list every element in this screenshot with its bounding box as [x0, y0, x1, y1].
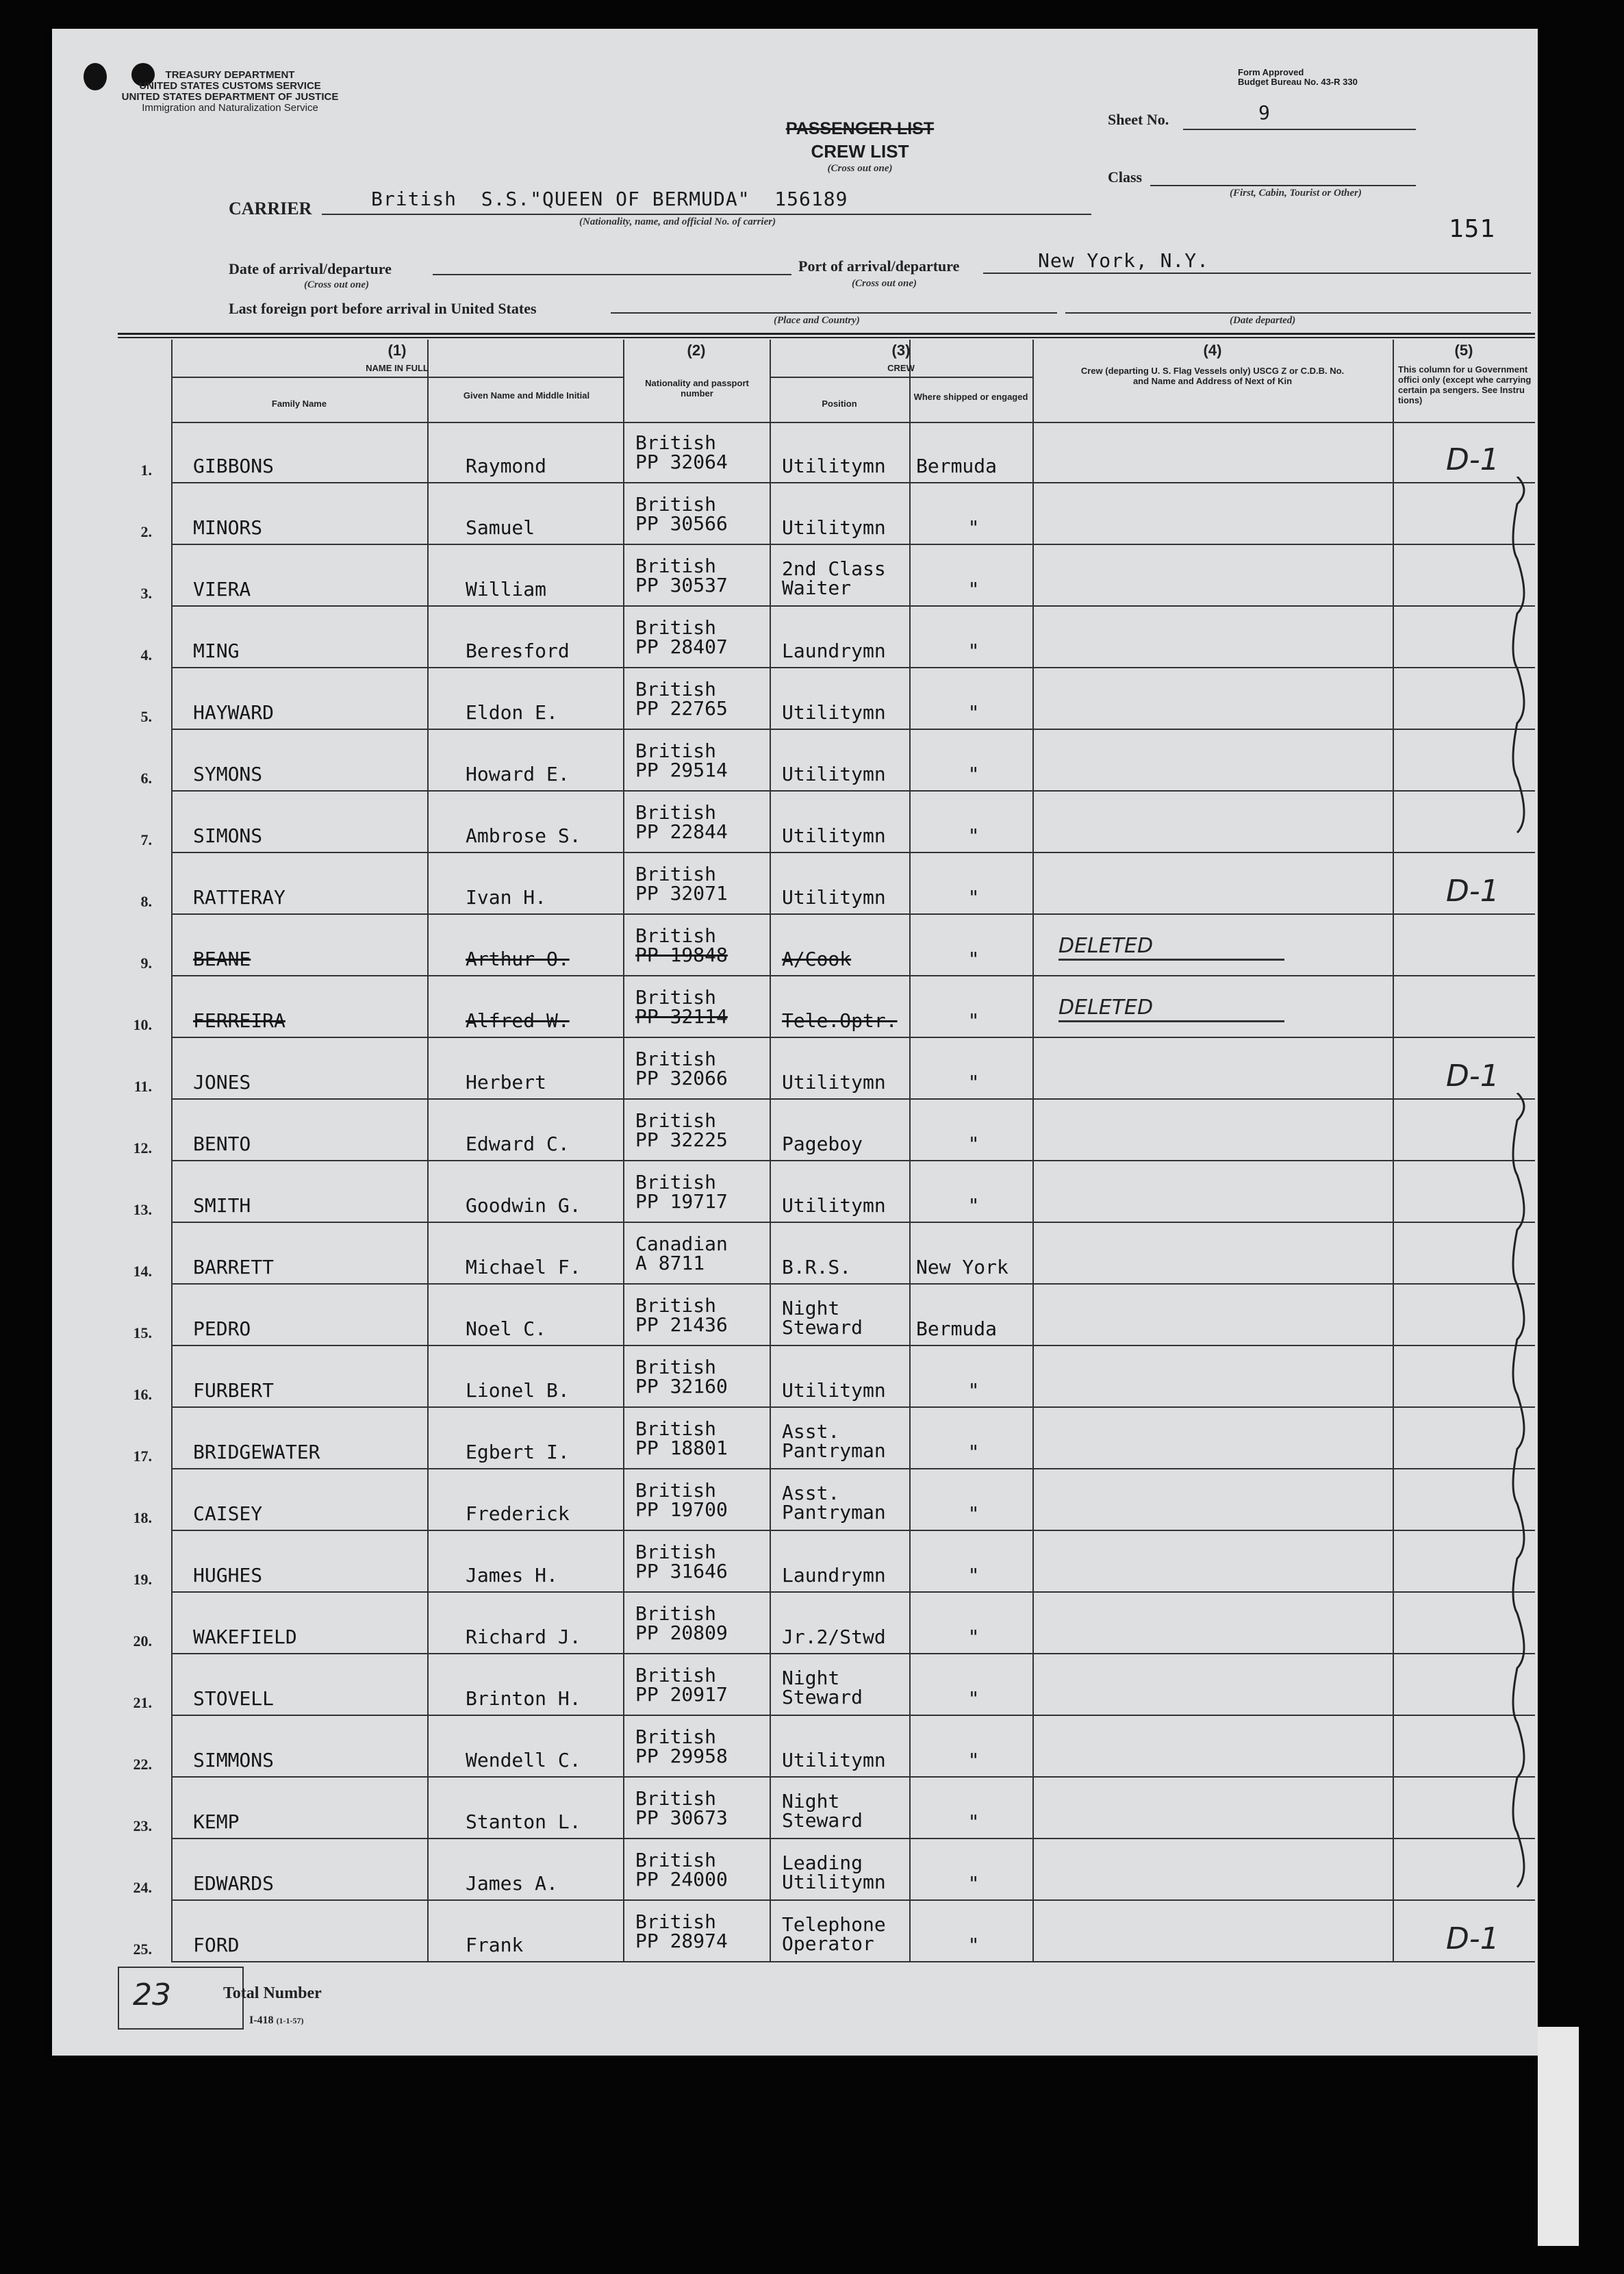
row-number: 4.	[140, 646, 152, 664]
family-name: SMITH	[193, 1194, 251, 1217]
row-number: 11.	[134, 1078, 152, 1095]
passport-number: PP 32064	[635, 451, 728, 473]
nationality: British	[635, 1171, 717, 1193]
nationality: British	[635, 740, 717, 762]
shipped-engaged: "	[967, 1441, 980, 1463]
passport-number: PP 18801	[635, 1437, 728, 1459]
position: Telephone	[782, 1913, 886, 1936]
given-name: James H.	[466, 1564, 558, 1587]
official-mark: D-1	[1446, 1059, 1499, 1094]
nationality: British	[635, 1602, 717, 1625]
shipped-engaged: "	[967, 1934, 980, 1956]
row-number: 16.	[133, 1386, 152, 1403]
given-name: Raymond	[466, 455, 547, 477]
family-name: GIBBONS	[193, 455, 275, 477]
given-name: Wendell C.	[466, 1749, 581, 1771]
position: Asst.	[782, 1420, 840, 1443]
given-name-header: Given Name and Middle Initial	[463, 390, 590, 401]
official-mark: D-1	[1446, 874, 1499, 909]
passport-number: PP 19848	[635, 944, 728, 966]
carrier-value: British S.S."QUEEN OF BERMUDA" 156189	[371, 188, 848, 210]
given-name: James A.	[466, 1872, 558, 1895]
position: Utilitymn	[782, 1379, 886, 1402]
agency-line: TREASURY DEPARTMENT	[165, 69, 295, 81]
form-number	[249, 2014, 304, 2027]
shipped-engaged: "	[967, 1749, 980, 1771]
official-mark: D-1	[1446, 1921, 1499, 1956]
nationality: British	[635, 1849, 717, 1871]
shipped-engaged: "	[967, 824, 980, 847]
nationality: Canadian	[635, 1233, 728, 1255]
port-value: New York, N.Y.	[1038, 249, 1210, 272]
given-name: Samuel	[466, 516, 535, 539]
given-name: Goodwin G.	[466, 1194, 581, 1217]
passport-number: PP 19717	[635, 1190, 728, 1213]
row-number: 7.	[140, 831, 152, 848]
family-name: KEMP	[193, 1810, 240, 1833]
given-name: Brinton H.	[466, 1687, 581, 1710]
col4-number: (4)	[1203, 342, 1222, 359]
col4-subtitle: Crew (departing U. S. Flag Vessels only) USCG Z or C.D.B. No. and Name and Address of Next of Kin	[1080, 366, 1345, 386]
position: B.R.S.	[782, 1256, 852, 1278]
shipped-engaged: "	[967, 516, 980, 539]
row-number: 3.	[140, 585, 152, 602]
given-name: Michael F.	[466, 1256, 581, 1278]
nationality: British	[635, 1048, 717, 1070]
col1-number: (1)	[388, 342, 407, 359]
shipped-engaged: "	[967, 886, 980, 909]
row-number: 24.	[133, 1879, 152, 1896]
passport-number: PP 30673	[635, 1806, 728, 1829]
family-name: CAISEY	[193, 1502, 263, 1525]
row-number: 2.	[140, 523, 152, 540]
nationality: British	[635, 1910, 717, 1933]
nationality: British	[635, 801, 717, 824]
passport-number: PP 32160	[635, 1375, 728, 1398]
position: Laundrymn	[782, 1564, 886, 1587]
given-name: Beresford	[466, 640, 570, 662]
nationality: British	[635, 493, 717, 516]
position: Utilitymn	[782, 1194, 886, 1217]
given-name: Stanton L.	[466, 1810, 581, 1833]
position-line2: Waiter	[782, 577, 852, 599]
agency-line: UNITED STATES CUSTOMS SERVICE	[139, 80, 321, 92]
row-number: 5.	[140, 708, 152, 725]
nationality: British	[635, 1356, 717, 1378]
position: Utilitymn	[782, 701, 886, 724]
official-mark: D-1	[1446, 442, 1499, 477]
family-name: JONES	[193, 1071, 251, 1094]
row-number: 19.	[133, 1571, 152, 1588]
given-name: Egbert I.	[466, 1441, 570, 1463]
nationality: British	[635, 1541, 717, 1563]
shipped-engaged: "	[967, 1564, 980, 1587]
family-name: FURBERT	[193, 1379, 275, 1402]
position: Utilitymn	[782, 455, 886, 477]
position: 2nd Class	[782, 557, 886, 580]
shipped-engaged: "	[967, 1071, 980, 1094]
bracket-line	[1504, 477, 1545, 881]
shipped-engaged: Bermuda	[916, 1317, 998, 1340]
position-line2: Utilitymn	[782, 1871, 886, 1893]
position: Laundrymn	[782, 640, 886, 662]
position: Utilitymn	[782, 763, 886, 785]
budget-bureau: Budget Bureau No. 43-R 330	[1238, 77, 1358, 87]
position: Utilitymn	[782, 1749, 886, 1771]
family-name: HAYWARD	[193, 701, 275, 724]
passport-number: PP 32071	[635, 882, 728, 905]
position-line2: Steward	[782, 1316, 863, 1339]
family-name: FERREIRA	[193, 1009, 286, 1032]
family-name: SIMMONS	[193, 1749, 275, 1771]
paper-edge	[1538, 2027, 1579, 2246]
shipped-engaged: "	[967, 1194, 980, 1217]
shipped-engaged: Bermuda	[916, 455, 998, 477]
col1-subtitle: NAME IN FULL	[366, 363, 429, 373]
family-name: RATTERAY	[193, 886, 286, 909]
given-name: Ambrose S.	[466, 824, 581, 847]
shipped-engaged: "	[967, 1379, 980, 1402]
nationality: British	[635, 1726, 717, 1748]
family-name: FORD	[193, 1934, 240, 1956]
agency-line: Immigration and Naturalization Service	[142, 102, 318, 114]
shipped-engaged: New York	[916, 1256, 1008, 1278]
shipped-engaged: "	[967, 578, 980, 601]
position-line2: Pantryman	[782, 1501, 886, 1524]
family-name: PEDRO	[193, 1317, 251, 1340]
date-departed-hint: (Date departed)	[1230, 315, 1296, 326]
family-name: EDWARDS	[193, 1872, 275, 1895]
shipped-engaged: "	[967, 1626, 980, 1648]
position: Jr.2/Stwd	[782, 1626, 886, 1648]
agency-line: UNITED STATES DEPARTMENT OF JUSTICE	[121, 91, 339, 103]
given-name: Howard E.	[466, 763, 570, 785]
shipped-engaged: "	[967, 640, 980, 662]
position: Utilitymn	[782, 516, 886, 539]
position: Leading	[782, 1852, 863, 1874]
position-line2: Steward	[782, 1809, 863, 1832]
given-name: Richard J.	[466, 1626, 581, 1648]
family-name: MINORS	[193, 516, 263, 539]
nationality: British	[635, 924, 717, 947]
carrier-hint: (Nationality, name, and official No. of carrier)	[579, 216, 776, 227]
given-name: Alfred W.	[466, 1009, 570, 1032]
row-number: 9.	[140, 955, 152, 972]
title-hint: (Cross out one)	[827, 163, 893, 174]
sheet-label: Sheet No.	[1108, 111, 1169, 128]
class-hint: (First, Cabin, Tourist or Other)	[1230, 188, 1362, 199]
col3-number: (3)	[891, 342, 911, 359]
shipped-engaged: "	[967, 1502, 980, 1525]
row-number: 14.	[133, 1263, 152, 1280]
form-date: (1-1-57)	[276, 2016, 304, 2025]
row-number: 15.	[133, 1324, 152, 1341]
passport-number: PP 29514	[635, 759, 728, 781]
nationality: British	[635, 1294, 717, 1317]
position: Night	[782, 1297, 840, 1319]
class-label: Class	[1108, 168, 1143, 186]
row-number: 21.	[133, 1694, 152, 1711]
total-handwritten: 23	[133, 1978, 171, 2012]
nationality: British	[635, 986, 717, 1009]
title-crossed: PASSENGER LIST	[785, 119, 935, 138]
position-line2: Steward	[782, 1686, 863, 1708]
position: Utilitymn	[782, 1071, 886, 1094]
col2-subtitle: Nationality and passport number	[645, 378, 749, 399]
nationality: British	[635, 678, 717, 700]
nationality: British	[635, 1787, 717, 1810]
row-number: 12.	[133, 1139, 152, 1157]
passport-number: PP 29958	[635, 1745, 728, 1767]
passport-number: PP 28407	[635, 635, 728, 658]
row-number: 23.	[133, 1817, 152, 1834]
family-name: BENTO	[193, 1133, 251, 1155]
col3-subtitle: CREW	[887, 363, 915, 373]
given-name: Arthur O.	[466, 948, 570, 970]
passport-number: PP 20809	[635, 1621, 728, 1644]
passport-number: PP 20917	[635, 1683, 728, 1706]
position: Utilitymn	[782, 886, 886, 909]
position-line2: Operator	[782, 1932, 874, 1955]
shipped-engaged: "	[967, 948, 980, 970]
row-number: 17.	[133, 1448, 152, 1465]
position: Asst.	[782, 1482, 840, 1504]
shipped-engaged: "	[967, 701, 980, 724]
given-name: Frederick	[466, 1502, 570, 1525]
given-name: Lionel B.	[466, 1379, 570, 1402]
row-number: 10.	[133, 1016, 152, 1033]
form-no: I-418	[249, 2014, 274, 2026]
shipped-header: Where shipped or engaged	[913, 392, 1028, 402]
row-number: 22.	[133, 1756, 152, 1773]
bracket-line	[1504, 1093, 1545, 1942]
family-name: BRIDGEWATER	[193, 1441, 320, 1463]
row-number: 25.	[133, 1941, 152, 1958]
place-hint: (Place and Country)	[774, 315, 860, 326]
row-number: 8.	[140, 893, 152, 910]
given-name: Frank	[466, 1934, 524, 1956]
shipped-engaged: "	[967, 1009, 980, 1032]
nationality: British	[635, 1109, 717, 1132]
family-name: WAKEFIELD	[193, 1626, 297, 1648]
row-number: 20.	[133, 1632, 152, 1650]
last-port-label: Last foreign port before arrival in United States	[229, 300, 537, 317]
deleted-note: DELETED	[1058, 934, 1154, 958]
shipped-engaged: "	[967, 1687, 980, 1710]
col5-number: (5)	[1454, 342, 1473, 359]
position-line2: Pantryman	[782, 1439, 886, 1462]
row-number: 6.	[140, 770, 152, 787]
carrier-label: CARRIER	[229, 199, 312, 218]
passport-number: PP 32114	[635, 1005, 728, 1028]
shipped-engaged: "	[967, 1133, 980, 1155]
position: Night	[782, 1667, 840, 1689]
family-name: SIMONS	[193, 824, 263, 847]
passport-number: PP 32066	[635, 1067, 728, 1089]
passport-number: PP 24000	[635, 1868, 728, 1891]
nationality: British	[635, 1664, 717, 1686]
passport-number: PP 31646	[635, 1560, 728, 1582]
shipped-engaged: "	[967, 1872, 980, 1895]
given-name: William	[466, 578, 547, 601]
family-name: VIERA	[193, 578, 251, 601]
form-approved: Form Approved	[1238, 67, 1304, 77]
shipped-engaged: "	[967, 763, 980, 785]
position: A/Cook	[782, 948, 852, 970]
family-name-header: Family Name	[271, 399, 327, 409]
nationality: British	[635, 431, 717, 454]
family-name: SYMONS	[193, 763, 263, 785]
nationality: British	[635, 616, 717, 639]
family-name: STOVELL	[193, 1687, 275, 1710]
passport-number: A 8711	[635, 1252, 705, 1274]
given-name: Noel C.	[466, 1317, 547, 1340]
row-number: 1.	[140, 462, 152, 479]
date-hint: (Cross out one)	[304, 279, 370, 290]
given-name: Herbert	[466, 1071, 547, 1094]
sheet-number: 9	[1258, 101, 1271, 124]
passport-number: PP 22765	[635, 697, 728, 720]
family-name: BARRETT	[193, 1256, 275, 1278]
port-label: Port of arrival/departure	[798, 257, 960, 275]
position: Utilitymn	[782, 824, 886, 847]
nationality: British	[635, 1417, 717, 1440]
passport-number: PP 30566	[635, 512, 728, 535]
col2-number: (2)	[687, 342, 706, 359]
passport-number: PP 28974	[635, 1930, 728, 1952]
passport-number: PP 22844	[635, 820, 728, 843]
passport-number: PP 19700	[635, 1498, 728, 1521]
nationality: British	[635, 555, 717, 577]
deleted-note: DELETED	[1058, 996, 1154, 1020]
crew-list-document	[52, 29, 1538, 2056]
port-hint: (Cross out one)	[852, 278, 917, 289]
family-name: BEANE	[193, 948, 251, 970]
position-header: Position	[822, 399, 857, 409]
nationality: British	[635, 863, 717, 885]
page-number: 151	[1449, 215, 1496, 243]
family-name: MING	[193, 640, 240, 662]
row-number: 13.	[133, 1201, 152, 1218]
position: Night	[782, 1790, 840, 1812]
page-title: CREW LIST	[811, 141, 909, 162]
passport-number: PP 21436	[635, 1313, 728, 1336]
col5-subtitle: This column for u Government offici only (except whe carrying certain pa sengers. See Instru tions)	[1398, 364, 1532, 405]
passport-number: PP 30537	[635, 574, 728, 596]
row-number: 18.	[133, 1509, 152, 1526]
total-label: Total Number	[223, 1984, 322, 2002]
given-name: Ivan H.	[466, 886, 547, 909]
nationality: British	[635, 1479, 717, 1502]
given-name: Edward C.	[466, 1133, 570, 1155]
position: Tele.Optr.	[782, 1009, 898, 1032]
passport-number: PP 32225	[635, 1128, 728, 1151]
position: Pageboy	[782, 1133, 863, 1155]
family-name: HUGHES	[193, 1564, 263, 1587]
agency-block	[100, 70, 360, 114]
given-name: Eldon E.	[466, 701, 558, 724]
date-label: Date of arrival/departure	[229, 260, 392, 277]
shipped-engaged: "	[967, 1810, 980, 1833]
